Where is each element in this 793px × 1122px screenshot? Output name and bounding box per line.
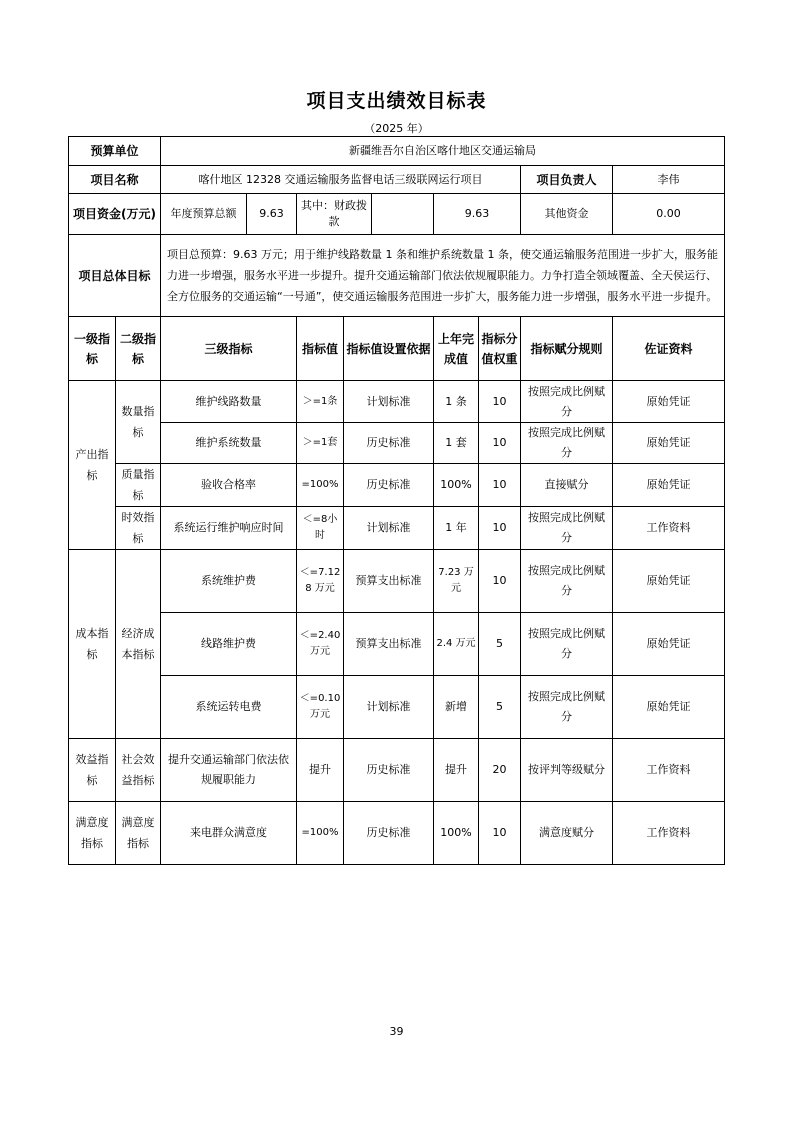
indicator-value: ＞=1条: [297, 381, 344, 423]
indicator-basis: 历史标准: [344, 423, 434, 464]
indicator-value: =100%: [297, 802, 344, 865]
indicator-value: ＞=1套: [297, 423, 344, 464]
fiscal-appropriation-value: 9.63: [434, 194, 521, 235]
indicator-last-year: 1 条: [434, 381, 479, 423]
indicator-name: 提升交通运输部门依法依规履职能力: [161, 739, 297, 802]
overall-goal-text: 项目总预算：9.63 万元；用于维护线路数量 1 条和维护系统数量 1 条，使交通运输服务范围进一步扩大，服务能力进一步增强，服务水平进一步提升。提升交通运输部门依法依规履职能力。力争打造全领域覆盖、全天侯运行、全方位服务的交通运输“一号通”，使交通运输服务范围进一步扩大，服务能力进一步增强，服务水平进一步提升。: [161, 235, 725, 317]
overall-goal-label: 项目总体目标: [69, 235, 161, 317]
indicator-name: 维护系统数量: [161, 423, 297, 464]
indicator-name: 系统运行维护响应时间: [161, 507, 297, 550]
indicator-weight: 5: [479, 613, 521, 676]
indicator-rule: 按照完成比例赋分: [521, 676, 613, 739]
indicator-last-year: 7.23 万元: [434, 550, 479, 613]
indicator-name: 系统运转电费: [161, 676, 297, 739]
indicator-evidence: 原始凭证: [613, 381, 725, 423]
indicator-evidence: 原始凭证: [613, 550, 725, 613]
col-evidence-header: 佐证资料: [613, 317, 725, 381]
indicator-name: 维护线路数量: [161, 381, 297, 423]
indicator-name: 系统维护费: [161, 550, 297, 613]
performance-table: [68, 136, 725, 865]
group-quantity: 数量指标: [116, 381, 161, 464]
indicator-weight: 10: [479, 550, 521, 613]
indicator-basis: 计划标准: [344, 507, 434, 550]
group-output: 产出指标: [69, 381, 116, 550]
year-label: （2025 年）: [364, 122, 429, 135]
indicator-last-year: 2.4 万元: [434, 613, 479, 676]
col-level3-header: 三级指标: [161, 317, 297, 381]
table-row: [69, 613, 725, 676]
indicator-basis: 计划标准: [344, 381, 434, 423]
table-row: [69, 381, 725, 423]
indicator-evidence: 原始凭证: [613, 464, 725, 507]
col-basis-header: 指标值设置依据: [344, 317, 434, 381]
group-satisfaction-sub: 满意度指标: [116, 802, 161, 865]
col-last-year-header: 上年完成值: [434, 317, 479, 381]
table-row: [69, 550, 725, 613]
indicator-name: 来电群众满意度: [161, 802, 297, 865]
indicator-evidence: 原始凭证: [613, 613, 725, 676]
indicator-last-year: 100%: [434, 464, 479, 507]
indicator-value: ＜=8小时: [297, 507, 344, 550]
indicator-value: =100%: [297, 464, 344, 507]
budget-unit-label: 预算单位: [69, 137, 161, 166]
table-row: [69, 739, 725, 802]
indicator-value: ＜=7.128 万元: [297, 550, 344, 613]
table-row: [69, 676, 725, 739]
indicator-rule: 直接赋分: [521, 464, 613, 507]
indicator-basis: 历史标准: [344, 464, 434, 507]
group-benefit: 效益指标: [69, 739, 116, 802]
col-level2-header: 二级指标: [116, 317, 161, 381]
indicator-weight: 10: [479, 464, 521, 507]
indicator-evidence: 工作资料: [613, 739, 725, 802]
other-funds-value: 0.00: [613, 194, 725, 235]
col-level1-header: 一级指标: [69, 317, 116, 381]
indicator-last-year: 提升: [434, 739, 479, 802]
group-economic-cost: 经济成本指标: [116, 550, 161, 739]
col-weight-header: 指标分值权重: [479, 317, 521, 381]
project-leader-label: 项目负责人: [521, 166, 613, 194]
group-quality: 质量指标: [116, 464, 161, 507]
indicator-evidence: 原始凭证: [613, 676, 725, 739]
indicator-last-year: 100%: [434, 802, 479, 865]
indicator-last-year: 新增: [434, 676, 479, 739]
indicator-basis: 历史标准: [344, 802, 434, 865]
group-cost: 成本指标: [69, 550, 116, 739]
indicator-rule: 按照完成比例赋分: [521, 507, 613, 550]
indicator-last-year: 1 年: [434, 507, 479, 550]
indicator-weight: 20: [479, 739, 521, 802]
indicator-last-year: 1 套: [434, 423, 479, 464]
col-value-header: 指标值: [297, 317, 344, 381]
table-row: [69, 507, 725, 550]
project-name-value: 喀什地区 12328 交通运输服务监督电话三级联网运行项目: [161, 166, 521, 194]
fiscal-appropriation-label: 其中：财政拨款: [297, 194, 372, 234]
indicator-name: 线路维护费: [161, 613, 297, 676]
indicator-name: 验收合格率: [161, 464, 297, 507]
indicator-value: ＜=0.10 万元: [297, 676, 344, 739]
annual-budget-total-label: 年度预算总额: [161, 194, 247, 234]
indicator-weight: 10: [479, 381, 521, 423]
indicator-weight: 5: [479, 676, 521, 739]
indicator-weight: 10: [479, 802, 521, 865]
indicator-basis: 历史标准: [344, 739, 434, 802]
overall-goal-row: [69, 235, 725, 317]
indicator-evidence: 工作资料: [613, 802, 725, 865]
other-funds-label: 其他资金: [521, 194, 613, 235]
indicator-value: 提升: [297, 739, 344, 802]
indicator-basis: 预算支出标准: [344, 613, 434, 676]
annual-budget-total-value: 9.63: [259, 207, 284, 220]
budget-unit-value: 新疆维吾尔自治区喀什地区交通运输局: [161, 137, 725, 166]
group-satisfaction: 满意度指标: [69, 802, 116, 865]
indicator-weight: 10: [479, 507, 521, 550]
indicator-rule: 按照完成比例赋分: [521, 423, 613, 464]
col-rule-header: 指标赋分规则: [521, 317, 613, 381]
group-timeliness: 时效指标: [116, 507, 161, 550]
indicator-basis: 计划标准: [344, 676, 434, 739]
indicator-basis: 预算支出标准: [344, 550, 434, 613]
project-funds-label: 项目资金(万元): [69, 194, 161, 235]
project-name-row: [69, 166, 725, 194]
group-social-benefit: 社会效益指标: [116, 739, 161, 802]
table-row: [69, 464, 725, 507]
indicator-evidence: 工作资料: [613, 507, 725, 550]
project-name-label: 项目名称: [69, 166, 161, 194]
page-number: 39: [389, 1025, 404, 1038]
indicator-evidence: 原始凭证: [613, 423, 725, 464]
header-row: [69, 317, 725, 381]
page-title: 项目支出绩效目标表: [306, 90, 487, 112]
indicator-rule: 按评判等级赋分: [521, 739, 613, 802]
indicator-rule: 满意度赋分: [521, 802, 613, 865]
table-row: [69, 802, 725, 865]
indicator-rule: 按照完成比例赋分: [521, 613, 613, 676]
budget-unit-row: [69, 137, 725, 166]
indicator-value: ＜=2.40 万元: [297, 613, 344, 676]
indicator-weight: 10: [479, 423, 521, 464]
indicator-rule: 按照完成比例赋分: [521, 381, 613, 423]
project-funds-row: [69, 194, 725, 235]
indicator-rule: 按照完成比例赋分: [521, 550, 613, 613]
project-leader-value: 李伟: [613, 166, 725, 194]
table-row: [69, 423, 725, 464]
